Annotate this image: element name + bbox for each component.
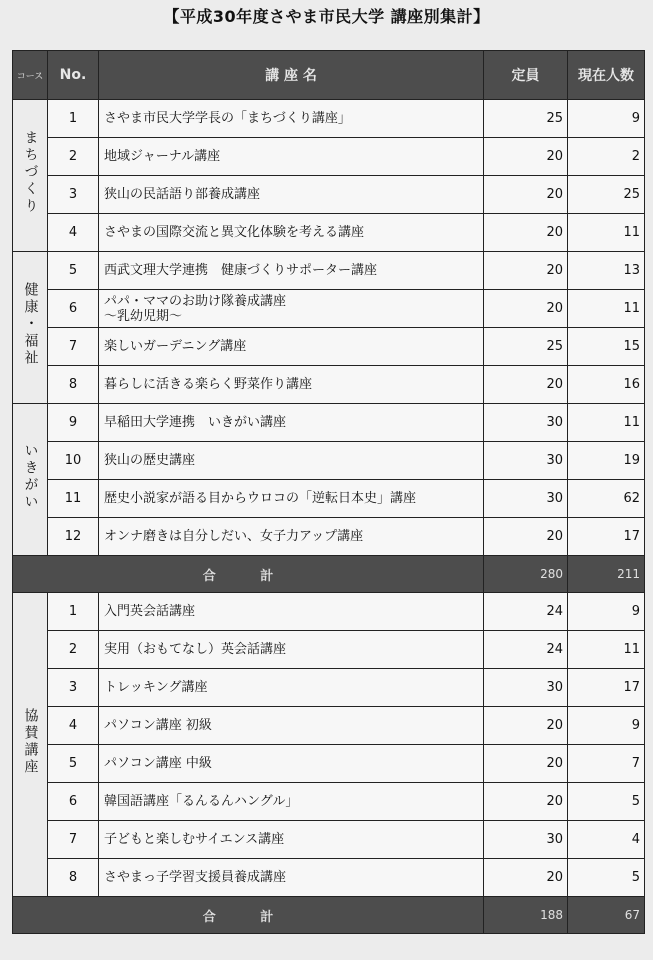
row-current: 25	[568, 176, 645, 214]
row-current: 15	[568, 328, 645, 366]
row-current: 17	[568, 518, 645, 556]
table-row	[13, 252, 645, 290]
row-name: パソコン講座 中級	[99, 745, 484, 783]
table-row	[13, 859, 645, 897]
row-no: 3	[48, 669, 99, 707]
row-no: 1	[48, 100, 99, 138]
row-no: 6	[48, 290, 99, 328]
row-no: 11	[48, 480, 99, 518]
row-name: 楽しいガーデニング講座	[99, 328, 484, 366]
row-no: 2	[48, 631, 99, 669]
row-capacity: 20	[484, 252, 568, 290]
row-name-line2: ～乳幼児期～	[104, 308, 183, 324]
row-name: さやまっ子学習支援員養成講座	[99, 859, 484, 897]
total-label: 合 計	[13, 556, 484, 593]
row-name: オンナ磨きは自分しだい、女子力アップ講座	[99, 518, 484, 556]
row-current: 2	[568, 138, 645, 176]
row-capacity: 25	[484, 100, 568, 138]
header-course: コース	[13, 51, 48, 100]
table-row	[13, 138, 645, 176]
row-no: 10	[48, 442, 99, 480]
row-no: 6	[48, 783, 99, 821]
total-row	[13, 897, 645, 934]
row-name: 西武文理大学連携 健康づくりサポーター講座	[99, 252, 484, 290]
row-current: 19	[568, 442, 645, 480]
group-kyosan: 協賛講座	[13, 593, 48, 897]
row-no: 12	[48, 518, 99, 556]
group-kenko-fukushi: 健康・福祉	[13, 252, 48, 404]
table-row	[13, 442, 645, 480]
row-no: 4	[48, 707, 99, 745]
row-capacity: 20	[484, 290, 568, 328]
table-row	[13, 707, 645, 745]
row-no: 5	[48, 252, 99, 290]
table-row	[13, 518, 645, 556]
row-current: 62	[568, 480, 645, 518]
total-capacity: 280	[484, 556, 568, 593]
row-capacity: 20	[484, 214, 568, 252]
row-name: パソコン講座 初級	[99, 707, 484, 745]
header-capacity: 定員	[484, 51, 568, 100]
course-summary-table	[12, 50, 645, 934]
row-current: 5	[568, 859, 645, 897]
row-capacity: 20	[484, 745, 568, 783]
table-row	[13, 100, 645, 138]
row-current: 9	[568, 100, 645, 138]
row-name: さやまの国際交流と異文化体験を考える講座	[99, 214, 484, 252]
row-no: 2	[48, 138, 99, 176]
row-capacity: 24	[484, 593, 568, 631]
group-ikigai: いきがい	[13, 404, 48, 556]
table-header-row	[13, 51, 645, 100]
row-current: 17	[568, 669, 645, 707]
row-name: 子どもと楽しむサイエンス講座	[99, 821, 484, 859]
row-capacity: 20	[484, 783, 568, 821]
row-current: 11	[568, 214, 645, 252]
row-capacity: 20	[484, 707, 568, 745]
table-row	[13, 783, 645, 821]
row-name: 暮らしに活きる楽らく野菜作り講座	[99, 366, 484, 404]
row-no: 9	[48, 404, 99, 442]
row-name	[99, 290, 484, 328]
table-row	[13, 328, 645, 366]
group-machizukuri: まちづくり	[13, 100, 48, 252]
header-current: 現在人数	[568, 51, 645, 100]
row-name: 歴史小説家が語る目からウロコの「逆転日本史」講座	[99, 480, 484, 518]
row-current: 5	[568, 783, 645, 821]
row-capacity: 20	[484, 366, 568, 404]
row-capacity: 20	[484, 518, 568, 556]
table-row	[13, 366, 645, 404]
header-no: No.	[48, 51, 99, 100]
row-current: 9	[568, 593, 645, 631]
row-no: 3	[48, 176, 99, 214]
row-name: トレッキング講座	[99, 669, 484, 707]
table-row	[13, 593, 645, 631]
row-capacity: 25	[484, 328, 568, 366]
header-name: 講 座 名	[99, 51, 484, 100]
row-capacity: 20	[484, 138, 568, 176]
page-title: 【平成30年度さやま市民大学 講座別集計】	[163, 7, 490, 26]
row-current: 13	[568, 252, 645, 290]
table-row	[13, 404, 645, 442]
table-row	[13, 745, 645, 783]
table-row	[13, 669, 645, 707]
row-name: 地域ジャーナル講座	[99, 138, 484, 176]
table-row	[13, 631, 645, 669]
row-name: 韓国語講座「るんるんハングル」	[99, 783, 484, 821]
table-row	[13, 821, 645, 859]
row-current: 7	[568, 745, 645, 783]
row-no: 1	[48, 593, 99, 631]
row-no: 5	[48, 745, 99, 783]
total-capacity: 188	[484, 897, 568, 934]
row-no: 7	[48, 328, 99, 366]
row-capacity: 30	[484, 480, 568, 518]
table-row	[13, 290, 645, 328]
row-capacity: 30	[484, 821, 568, 859]
total-label: 合 計	[13, 897, 484, 934]
row-current: 9	[568, 707, 645, 745]
row-capacity: 20	[484, 176, 568, 214]
row-current: 11	[568, 290, 645, 328]
row-name-line1: パパ・ママのお助け隊養成講座	[104, 293, 287, 309]
row-no: 8	[48, 366, 99, 404]
row-name: さやま市民大学学長の「まちづくり講座」	[99, 100, 484, 138]
row-capacity: 20	[484, 859, 568, 897]
row-capacity: 30	[484, 669, 568, 707]
row-current: 16	[568, 366, 645, 404]
row-current: 4	[568, 821, 645, 859]
row-no: 4	[48, 214, 99, 252]
row-name: 早稲田大学連携 いきがい講座	[99, 404, 484, 442]
row-no: 8	[48, 859, 99, 897]
table-row	[13, 480, 645, 518]
row-name: 狭山の歴史講座	[99, 442, 484, 480]
table-row	[13, 176, 645, 214]
total-current: 67	[568, 897, 645, 934]
row-capacity: 30	[484, 442, 568, 480]
row-name: 狭山の民話語り部養成講座	[99, 176, 484, 214]
row-no: 7	[48, 821, 99, 859]
row-name: 入門英会話講座	[99, 593, 484, 631]
row-current: 11	[568, 631, 645, 669]
row-name: 実用（おもてなし）英会話講座	[99, 631, 484, 669]
row-current: 11	[568, 404, 645, 442]
total-current: 211	[568, 556, 645, 593]
table-row	[13, 214, 645, 252]
total-row	[13, 556, 645, 593]
row-capacity: 30	[484, 404, 568, 442]
row-capacity: 24	[484, 631, 568, 669]
